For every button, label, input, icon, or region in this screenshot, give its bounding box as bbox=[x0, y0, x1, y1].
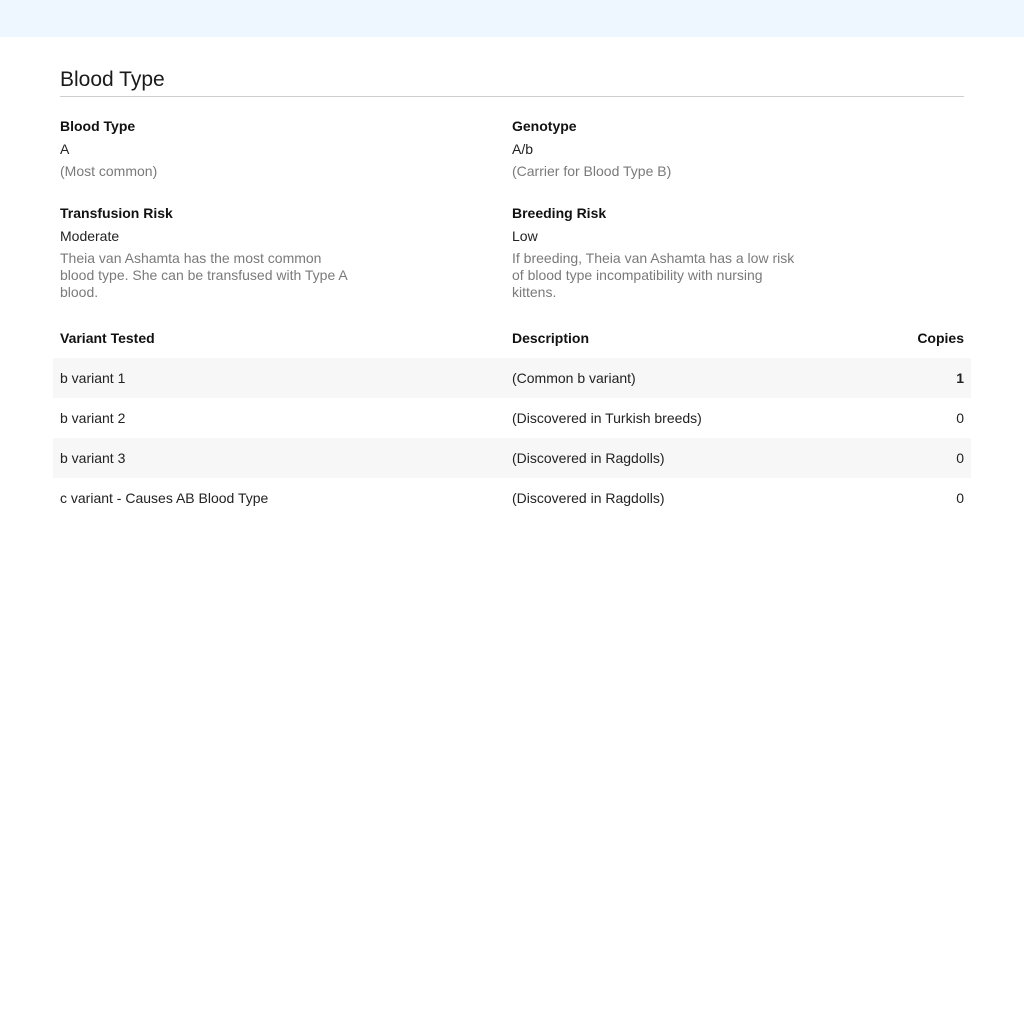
variant-name: c variant - Causes AB Blood Type bbox=[60, 490, 269, 506]
table-row bbox=[53, 358, 971, 398]
variant-name: b variant 2 bbox=[60, 410, 126, 426]
breeding-risk-cell bbox=[512, 204, 812, 301]
genotype-label: Genotype bbox=[512, 118, 577, 134]
variant-copies: 0 bbox=[956, 450, 964, 466]
blood-type-note: (Most common) bbox=[60, 163, 158, 179]
variant-copies: 0 bbox=[956, 490, 964, 506]
breeding-risk-label: Breeding Risk bbox=[512, 205, 607, 221]
variant-name: b variant 3 bbox=[60, 450, 126, 466]
variant-name: b variant 1 bbox=[60, 370, 126, 386]
transfusion-risk-value: Moderate bbox=[60, 228, 120, 244]
top-banner bbox=[0, 0, 1024, 37]
variant-description: (Discovered in Ragdolls) bbox=[512, 490, 665, 506]
blood-type-cell bbox=[60, 117, 360, 180]
variant-copies: 0 bbox=[956, 410, 964, 426]
genotype-cell bbox=[512, 117, 812, 180]
variant-description: (Discovered in Ragdolls) bbox=[512, 450, 665, 466]
transfusion-risk-label: Transfusion Risk bbox=[60, 205, 173, 221]
table-header-row bbox=[53, 318, 971, 358]
header-copies: Copies bbox=[917, 330, 964, 346]
transfusion-risk-note: Theia van Ashamta has the most common blood type. She can be transfused with Type A blood. bbox=[60, 250, 347, 300]
variant-description: (Common b variant) bbox=[512, 370, 636, 386]
blood-type-label: Blood Type bbox=[60, 118, 136, 134]
genotype-value: A/b bbox=[512, 141, 534, 157]
breeding-risk-value: Low bbox=[512, 228, 538, 244]
variants-table bbox=[53, 318, 971, 518]
table-row bbox=[53, 398, 971, 438]
summary-grid bbox=[60, 117, 964, 317]
transfusion-risk-cell bbox=[60, 204, 360, 301]
variant-description: (Discovered in Turkish breeds) bbox=[512, 410, 702, 426]
genotype-note: (Carrier for Blood Type B) bbox=[512, 163, 672, 179]
header-description: Description bbox=[512, 330, 590, 346]
breeding-risk-note: If breeding, Theia van Ashamta has a low risk of blood type incompatibility with nursing kittens. bbox=[512, 250, 795, 300]
blood-type-value: A bbox=[60, 141, 70, 157]
blood-type-section bbox=[60, 66, 964, 317]
table-row bbox=[53, 478, 971, 518]
section-title: Blood Type bbox=[60, 66, 964, 97]
variant-copies: 1 bbox=[956, 370, 964, 386]
header-variant-tested: Variant Tested bbox=[60, 330, 155, 346]
table-row bbox=[53, 438, 971, 478]
